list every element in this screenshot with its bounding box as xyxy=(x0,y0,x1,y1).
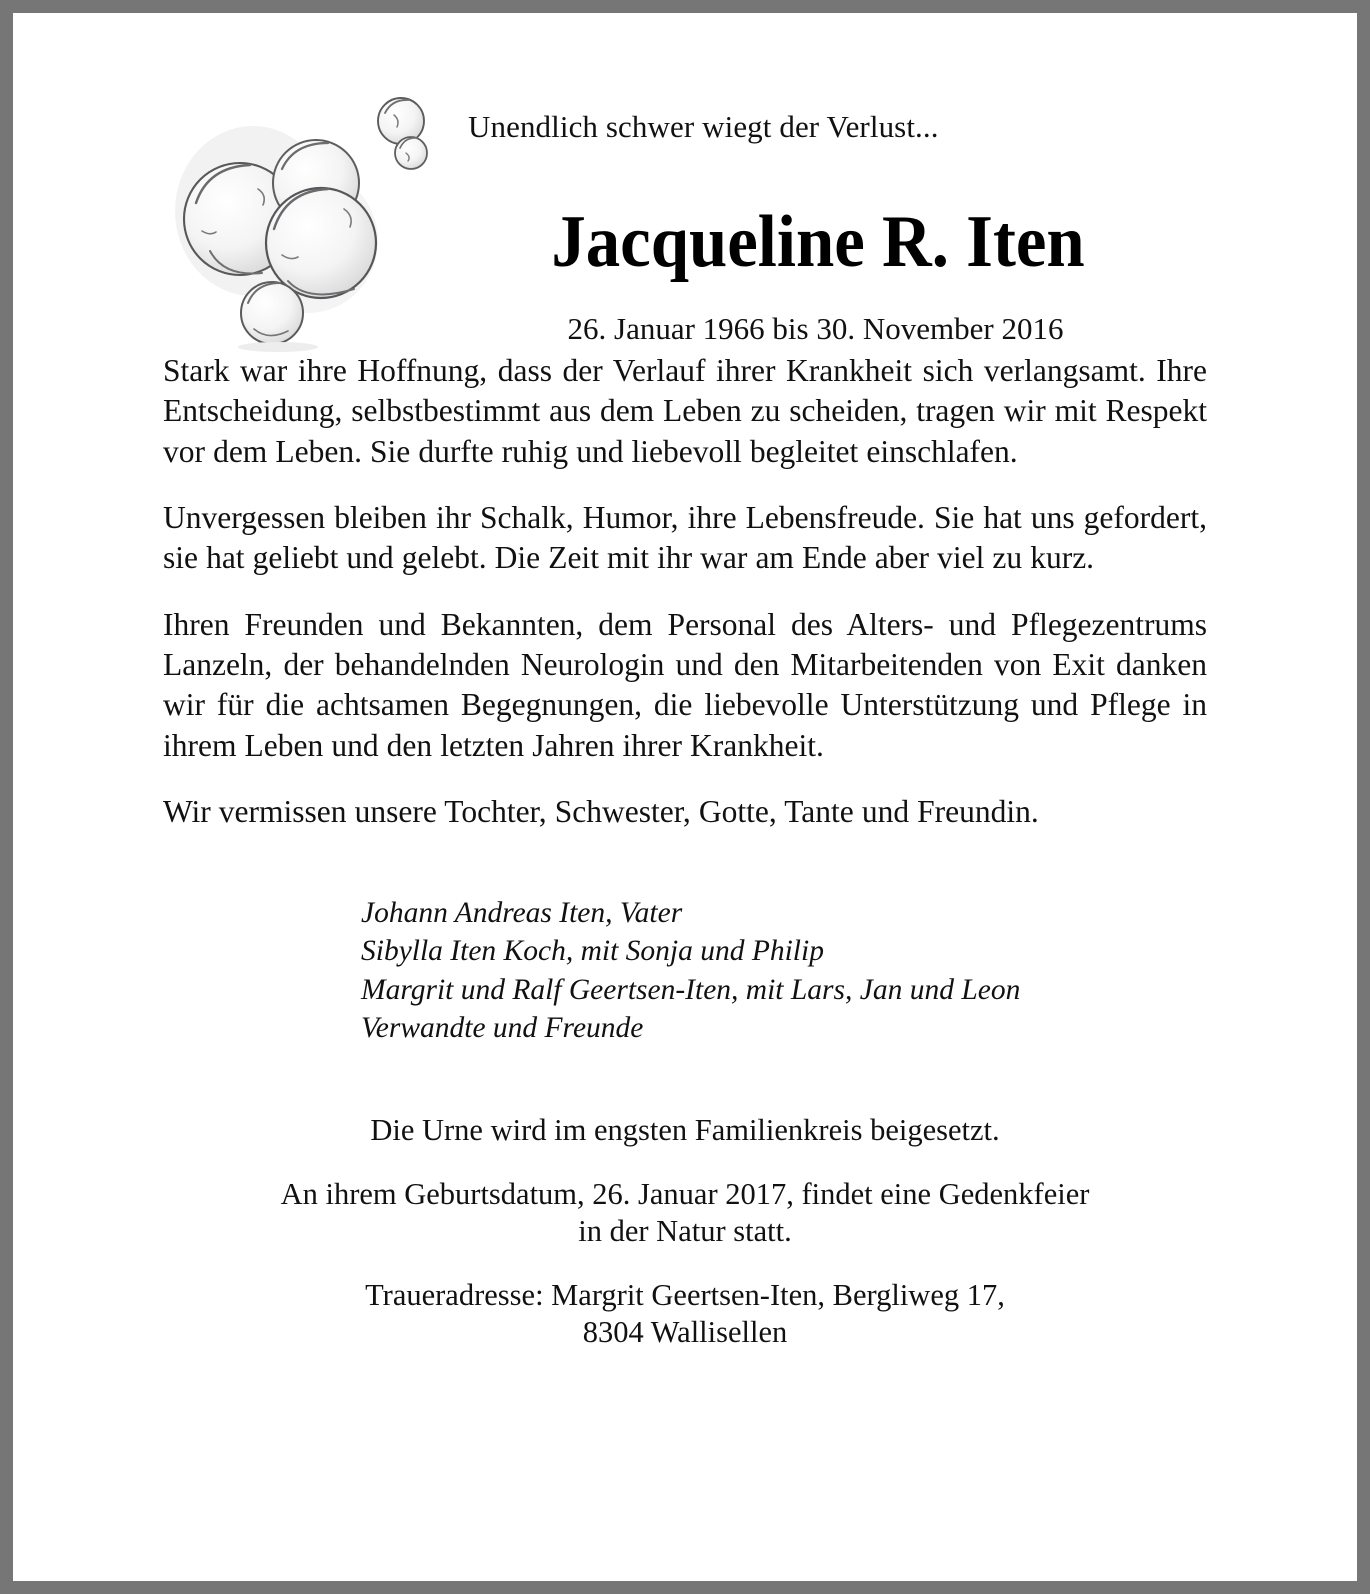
signature-line: Sibylla Iten Koch, mit Sonja und Philip xyxy=(361,935,824,968)
mourning-address-line-2: 8304 Wallisellen xyxy=(582,1315,788,1350)
signature-line: Johann Andreas Iten, Vater xyxy=(361,897,683,930)
deceased-name: Jacqueline R. Iten xyxy=(551,201,1085,283)
mourning-address-line-1: Traueradresse: Margrit Geertsen-Iten, Bergliweg 17, xyxy=(365,1278,1005,1313)
motto-text: Unendlich schwer wiegt der Verlust... xyxy=(468,109,939,144)
body-paragraph: Stark war ihre Hoffnung, dass der Verlauf ihrer Krankheit sich verlangsamt. Ihre Entscheidung, selbstbestimmt aus dem Leben zu scheiden, tragen wir mit Respekt vor dem Leben. Sie durfte ruhig und liebevoll begleitet einschlafen. xyxy=(163,353,1207,469)
memorial-note-line-1: An ihrem Geburtsdatum, 26. Januar 2017, findet eine Gedenkfeier xyxy=(280,1176,1090,1211)
body-paragraph: Ihren Freunden und Bekannten, dem Personal des Alters- und Pflegezentrums Lanzeln, der behandelnden Neurologin und den Mitarbeitenden von Exit danken wir für die achtsamen Begegnungen, die liebevolle Unterstützung und Pflege in ihrem Leben und den letzten Jahren ihrer Krankheit. xyxy=(163,606,1207,763)
notice-header xyxy=(13,13,1357,346)
memorial-note-line-2: in der Natur statt. xyxy=(578,1213,792,1248)
body-paragraph: Unvergessen bleiben ihr Schalk, Humor, ihre Lebensfreude. Sie hat uns gefordert, sie hat geliebt und gelebt. Die Zeit mit ihr war am Ende aber viel zu kurz. xyxy=(163,499,1207,576)
signature-block xyxy=(13,894,1357,1047)
life-dates: 26. Januar 1966 bis 30. November 2016 xyxy=(567,311,1064,346)
memorial-note xyxy=(163,1176,1207,1250)
signature-line: Verwandte und Freunde xyxy=(361,1012,644,1045)
signature-line: Margrit und Ralf Geertsen-Iten, mit Lars, Jan und Leon xyxy=(361,973,1021,1006)
burial-note xyxy=(163,1112,1207,1149)
burial-note-line: Die Urne wird im engsten Familienkreis beigesetzt. xyxy=(370,1112,1000,1147)
obituary-page xyxy=(13,13,1357,1581)
closing-block xyxy=(13,1112,1357,1352)
notice-body xyxy=(13,351,1357,832)
body-paragraph: Wir vermissen unsere Tochter, Schwester, Gotte, Tante und Freundin. xyxy=(163,793,1039,829)
mourning-address xyxy=(163,1277,1207,1351)
soap-bubbles-illustration xyxy=(158,91,458,356)
